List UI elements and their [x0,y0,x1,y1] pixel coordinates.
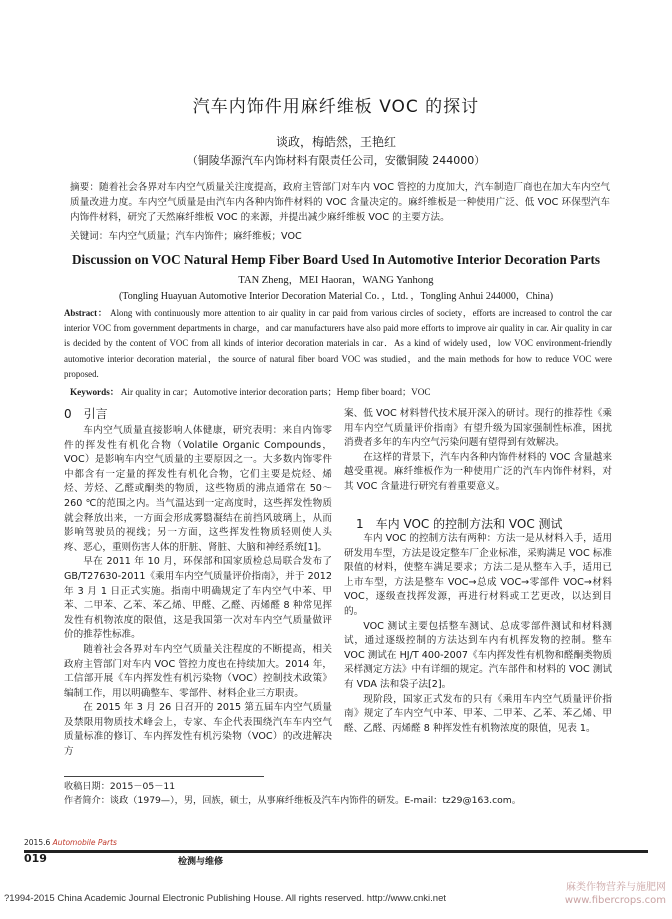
section-1-heading: 1 车内 VOC 的控制方法和 VOC 测试 [356,517,563,531]
author-info: 作者简介：谈政（1979—），男，回族，硕士，从事麻纤维板及汽车内饰件的研发。E-mail：tz29@163.com。 [64,795,521,806]
watermark-line-2: www.fibercrops.com [564,895,666,906]
received-date: 收稿日期：2015－05－11 [64,781,176,792]
english-authors: TAN Zheng，MEI Haoran，WANG Yanhong [238,275,434,286]
watermark-line-1: 麻类作物营养与施肥网 [566,882,666,893]
paragraph: 案、低 VOC 材料替代技术展开深入的研讨。现行的推荐性《乘用车内空气质量评价指南》有望升级为国家强制性标准，困扰消费者多年的车内空气污染问题有望得到有效解决。 [344,408,612,449]
english-affiliation: (Tongling Huayuan Automotive Interior Decoration Material Co．，Ltd．，Tongling Anhui 244000，China) [118,291,554,302]
authors: 谈政，梅皓然，王艳红 [275,135,396,149]
english-keywords-text: Air quality in car；Automotive interior decoration parts；Hemp fiber board；VOC [120,387,431,397]
chinese-keywords [70,228,610,242]
footnote [64,780,612,808]
journal-issue [24,838,117,847]
keywords-text: 车内空气质量；汽车内饰件；麻纤维板；VOC [108,231,302,242]
page-number: 019 [24,852,47,865]
column-right-bottom [344,532,612,736]
english-title: Discussion on VOC Natural Hemp Fiber Board Used In Automotive Interior Decoration Parts [72,252,600,267]
column-left [64,424,332,760]
affiliation: （铜陵华源汽车内饰材料有限责任公司，安徽铜陵 244000） [186,154,486,167]
abstract-text: 随着社会各界对车内空气质量关注度提高，政府主管部门对车内 VOC 管控的力度加大，汽车制造厂商也在加大车内空气质量改进力度。车内空气质量是由汽车内各种内饰件材料的 VOC 含量决定的。麻纤维板是一种使用广泛、低 VOC 环保型汽车内饰件材料，研究了天然麻纤维板 VOC 的来源，并提出减少麻纤维板 VOC 的主要方法。 [70,182,610,223]
paragraph: 车内 VOC 的控制方法有两种：方法一是从材料入手，适用研发用车型，方法是设定整车厂企业标准，采购满足 VOC 标准限值的材料，使整车满足要求；方法二是从整车入手，适用已上市车型，方法是整车 VOC→总成 VOC→零部件 VOC→材料 VOC，逐级查找挥发源，再进行材料或工艺更改，以达到目的。 [344,533,612,617]
paragraph: 在 2015 年 3 月 26 日召开的 2015 第五届车内空气质量及禁限用物质技术峰会上，专家、车企代表围绕汽车车内空气质量标准的修订、车内挥发性有机污染物（VOC）的改进解决方 [64,702,332,758]
english-abstract [64,306,612,382]
section-0-heading: 0 引言 [64,407,108,421]
english-keywords [70,384,610,398]
journal-brand: Automobile Parts [52,838,117,847]
english-keywords-label: Keywords： [70,387,119,397]
paragraph: 车内空气质量直接影响人体健康，研究表明：来自内饰零件的挥发性有机化合物（Volatile Organic Compounds，VOC）是影响车内空气质量的主要原因之一。大多数内饰零件中都含有一定量的挥发性有机化合物，它们主要是烷烃、烯烃、芳烃、乙醛或酮类的物质，这些物质的沸点通常在 50～260 ℃的范围之内。当气温达到一定高度时，这些挥发性物质就会释放出来，一方面会形成雾翳凝结在前挡风玻璃上，从而影响驾驶员的视线；另一方面，这些挥发性物质轻则使人头疼、恶心，重则伤害人体的肝脏、肾脏、大脑和神经系统[1]。 [64,425,332,553]
english-abstract-text: Along with continuously more attention to air quality in car paid from various circles of society，efforts are increased to control the car interior VOC from government departments in charge，and car manufacturers have also paid more efforts to improve air quality in car. Air quality in car is decided by the content of VOC from all kinds of interior decoration materials in car．As a kind of widely used，low VOC environment-friendly automotive interior decoration material，the source of natural fiber board VOC was studied，and the main methods for how to reduce VOC were proposed. [64,308,613,379]
issue-date: 2015.6 [24,838,51,847]
paper-title: 汽车内饰件用麻纤维板 VOC 的探讨 [192,97,480,117]
paragraph: 现阶段，国家正式发布的只有《乘用车内空气质量评价指南》规定了车内空气中苯、甲苯、二甲苯、乙苯、苯乙烯、甲醛、乙醛、丙烯醛 8 种挥发性有机物浓度的限值，见表 1。 [344,693,612,734]
paragraph: 在这样的背景下，汽车内各种内饰件材料的 VOC 含量越来越受重视。麻纤维板作为一种使用广泛的汽车内饰件材料，对其 VOC 含量进行研究有着重要意义。 [344,451,612,492]
paragraph: 早在 2011 年 10 月，环保部和国家质检总局联合发布了 GB/T27630-2011《乘用车内空气质量评价指南》，并于 2012 年 3 月 1 日正式实施。指南中明确规定了车内空气中苯、甲苯、二甲苯、乙苯、苯乙烯、甲醛、乙醛、丙烯醛 8 种常见挥发性有机物浓度的限值，这是我国第一次对车内空气质量做评价的推荐性标准。 [64,556,332,641]
footnote-divider [64,776,264,777]
footer-divider [24,850,648,853]
english-abstract-label: Abstract： [64,308,108,318]
journal-section: 检测与维修 [178,857,224,867]
column-right-top [344,407,612,495]
copyright-notice: ?1994-2015 China Academic Journal Electronic Publishing House. All rights reserved. http://www.cnki.net [4,893,446,904]
paragraph: VOC 测试主要包括整车测试、总成零部件测试和材料测试，通过逐级控制的方法达到车内有机挥发物的控制。整车 VOC 测试在 HJ/T 400-2007《车内挥发性有机物和醛酮类物质采样测定方法》中有详细的规定。汽车部件和材料的 VOC 测试有 VDA 法和袋子法[2]。 [344,620,612,690]
keywords-label: 关键词： [70,231,109,242]
abstract-label: 摘要： [70,182,100,193]
paragraph: 随着社会各界对车内空气质量关注程度的不断提高，相关政府主管部门对车内 VOC 管控力度也在持续加大。2014 年，工信部开展《车内挥发性有机污染物（VOC）控制技术政策》编制工作，用以明确整车、零部件、材料企业三方职责。 [64,643,332,699]
watermark [520,881,666,907]
chinese-abstract [70,180,610,225]
